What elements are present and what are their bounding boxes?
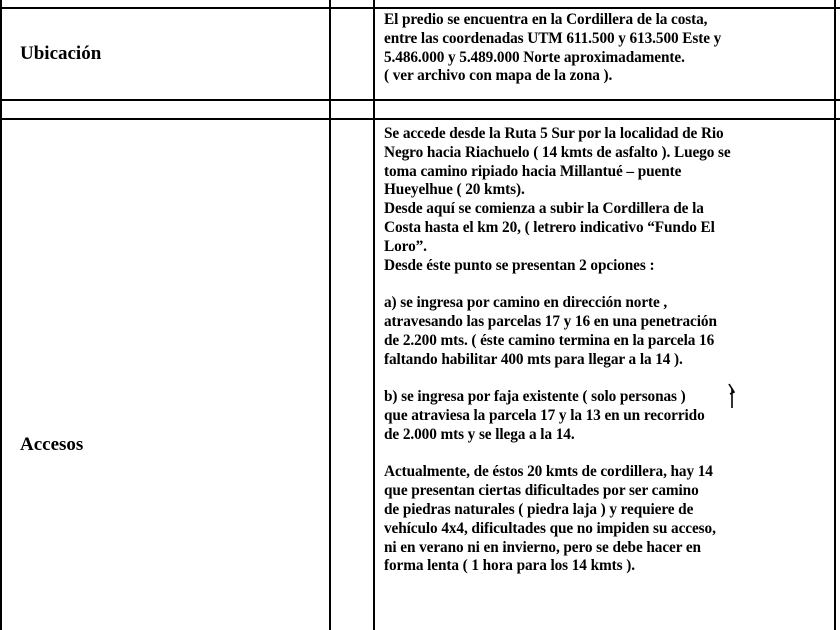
- blank-line: [384, 275, 832, 294]
- row-label-ubicacion: Ubicación: [20, 43, 102, 64]
- text-line: de 2.200 mts. ( éste camino termina en la parcela 16: [384, 331, 715, 349]
- text-line: Costa hasta el km 20, ( letrero indicativo “Fundo El: [384, 218, 715, 236]
- text-line: toma camino ripiado hacia Millantué – puente: [384, 162, 682, 180]
- text-line: El predio se encuentra en la Cordillera de la costa,: [384, 11, 708, 28]
- text-line: Actualmente, de éstos 20 kmts de cordillera, hay 14: [384, 463, 713, 481]
- text-line: Desde aquí se comienza a subir la Cordillera de la: [384, 200, 704, 218]
- text-line: atravesando las parcelas 17 y 16 en una penetración: [384, 312, 717, 330]
- text-line: b) se ingresa por faja existente ( solo personas ): [384, 388, 686, 406]
- handwritten-correction-mark: [725, 380, 739, 410]
- table-divider-2: [373, 0, 375, 630]
- row-border-spacer-bottom: [0, 118, 840, 120]
- text-line: Desde éste punto se presentan 2 opciones :: [384, 256, 655, 274]
- table-border-right: [834, 0, 836, 630]
- row-border-ubicacion-bottom: [0, 99, 840, 101]
- text-line: que presentan ciertas dificultades por ser camino: [384, 482, 699, 500]
- table-divider-1: [329, 0, 331, 630]
- text-line: 5.486.000 y 5.489.000 Norte aproximadamente.: [384, 48, 685, 66]
- blank-line: [384, 445, 832, 464]
- text-line: Hueyelhue ( 20 kmts).: [384, 181, 525, 199]
- table-border-left: [0, 0, 2, 630]
- text-line: entre las coordenadas UTM 611.500 y 613.500 Este y: [384, 29, 722, 47]
- row-label-accesos: Accesos: [20, 434, 84, 455]
- blank-line: [384, 369, 832, 388]
- text-line: vehículo 4x4, dificultades que no impiden su acceso,: [384, 519, 716, 537]
- text-line: a) se ingresa por camino en dirección norte ,: [384, 294, 668, 312]
- text-line: ni en verano ni en invierno, pero se debe hacer en: [384, 538, 701, 556]
- row-content-accesos: [384, 125, 832, 576]
- text-line: de 2.000 mts y se llega a la 14.: [384, 425, 575, 443]
- text-line: Negro hacia Riachuelo ( 14 kmts de asfalto ). Luego se: [384, 143, 731, 161]
- row-content-ubicacion: [384, 11, 832, 86]
- text-line: Se accede desde la Ruta 5 Sur por la localidad de Rio: [384, 125, 724, 142]
- text-line: Loro”.: [384, 237, 427, 255]
- text-line: ( ver archivo con mapa de la zona ).: [384, 67, 613, 85]
- text-line: que atraviesa la parcela 17 y la 13 en un recorrido: [384, 406, 705, 424]
- text-line: de piedras naturales ( piedra laja ) y requiere de: [384, 500, 694, 518]
- text-line: faltando habilitar 400 mts para llegar a la 14 ).: [384, 350, 683, 368]
- row-border-top: [0, 7, 840, 9]
- text-line: forma lenta ( 1 hora para los 14 kmts ).: [384, 557, 635, 575]
